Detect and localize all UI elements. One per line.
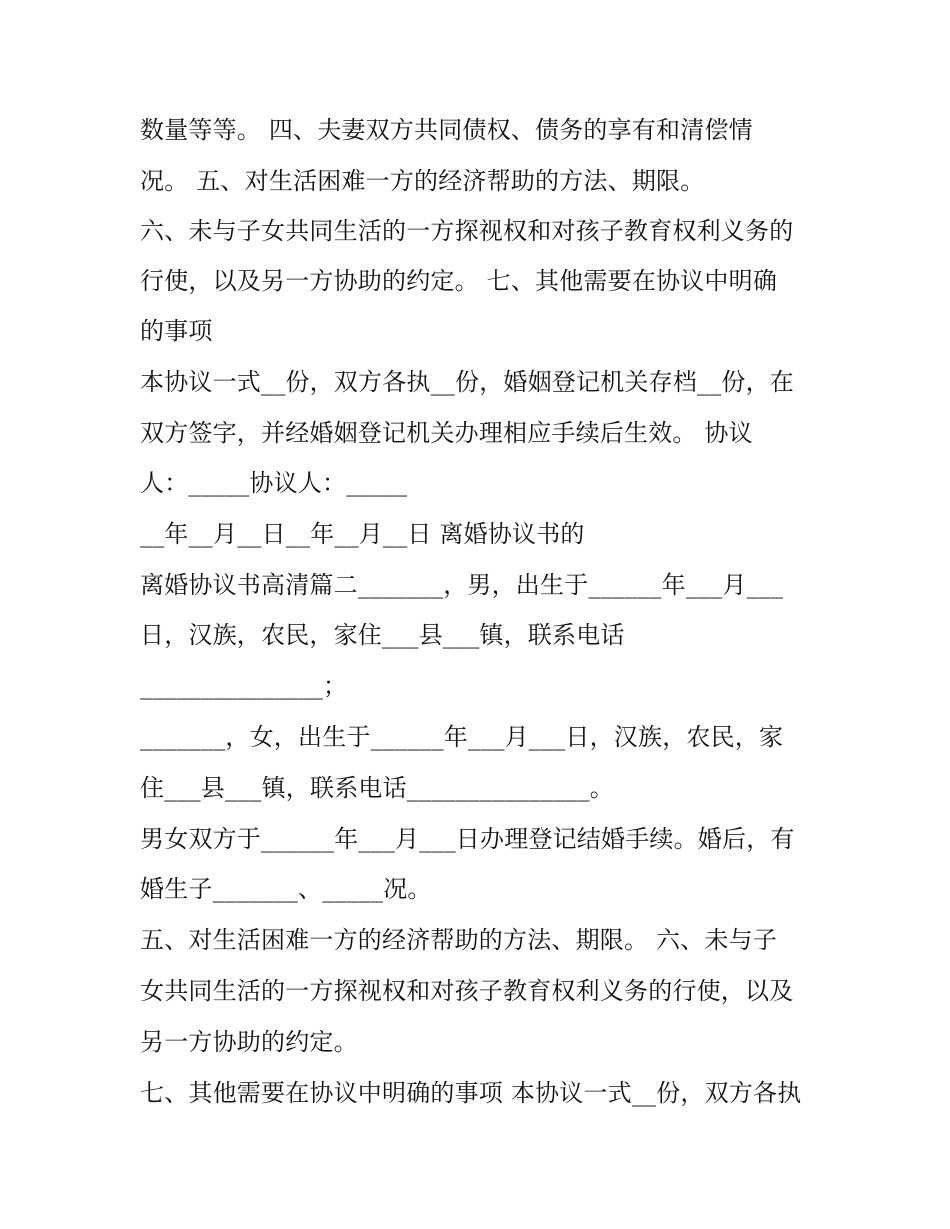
text-line: 男女双方于______年___月___日办理登记结婚手续。婚后，有	[140, 825, 795, 853]
text-line: 本协议一式__份，双方各执__份，婚姻登记机关存档__份，在	[140, 368, 794, 396]
text-line: 五、对生活困难一方的经济帮助的方法、期限。 六、未与子	[140, 926, 778, 954]
text-line: 数量等等。 四、夫妻双方共同债权、债务的享有和清偿情	[140, 116, 753, 144]
text-line: 七、其他需要在协议中明确的事项 本协议一式__份，双方各执	[140, 1079, 802, 1107]
text-line: 的事项	[140, 317, 213, 345]
text-line: 日，汉族，农民，家住___县___镇，联系电话	[140, 621, 625, 649]
text-line: 女共同生活的一方探视权和对孩子教育权利义务的行使，以及	[140, 977, 794, 1005]
text-line: 另一方协助的约定。	[140, 1028, 358, 1056]
text-line: 婚生子_______、_____况。	[140, 875, 432, 903]
text-line: 人：_____协议人：_____	[140, 469, 408, 497]
text-line: 离婚协议书高清篇二_______，男，出生于______年___月___	[140, 571, 784, 599]
text-line: 行使，以及另一方协助的约定。 七、其他需要在协议中明确	[140, 267, 778, 295]
text-line: 六、未与子女共同生活的一方探视权和对孩子教育权利义务的	[140, 217, 794, 245]
text-line: 况。 五、对生活困难一方的经济帮助的方法、期限。	[140, 167, 705, 195]
text-line: _______，女，出生于______年___月___日，汉族，农民，家	[140, 723, 784, 751]
text-line: 住___县___镇，联系电话_______________。	[140, 774, 614, 802]
text-line: _______________；	[140, 672, 348, 700]
text-line: 双方签字，并经婚姻登记机关办理相应手续后生效。 协议	[140, 419, 753, 447]
text-line: __年__月__日__年__月__日 离婚协议书的	[140, 520, 585, 548]
